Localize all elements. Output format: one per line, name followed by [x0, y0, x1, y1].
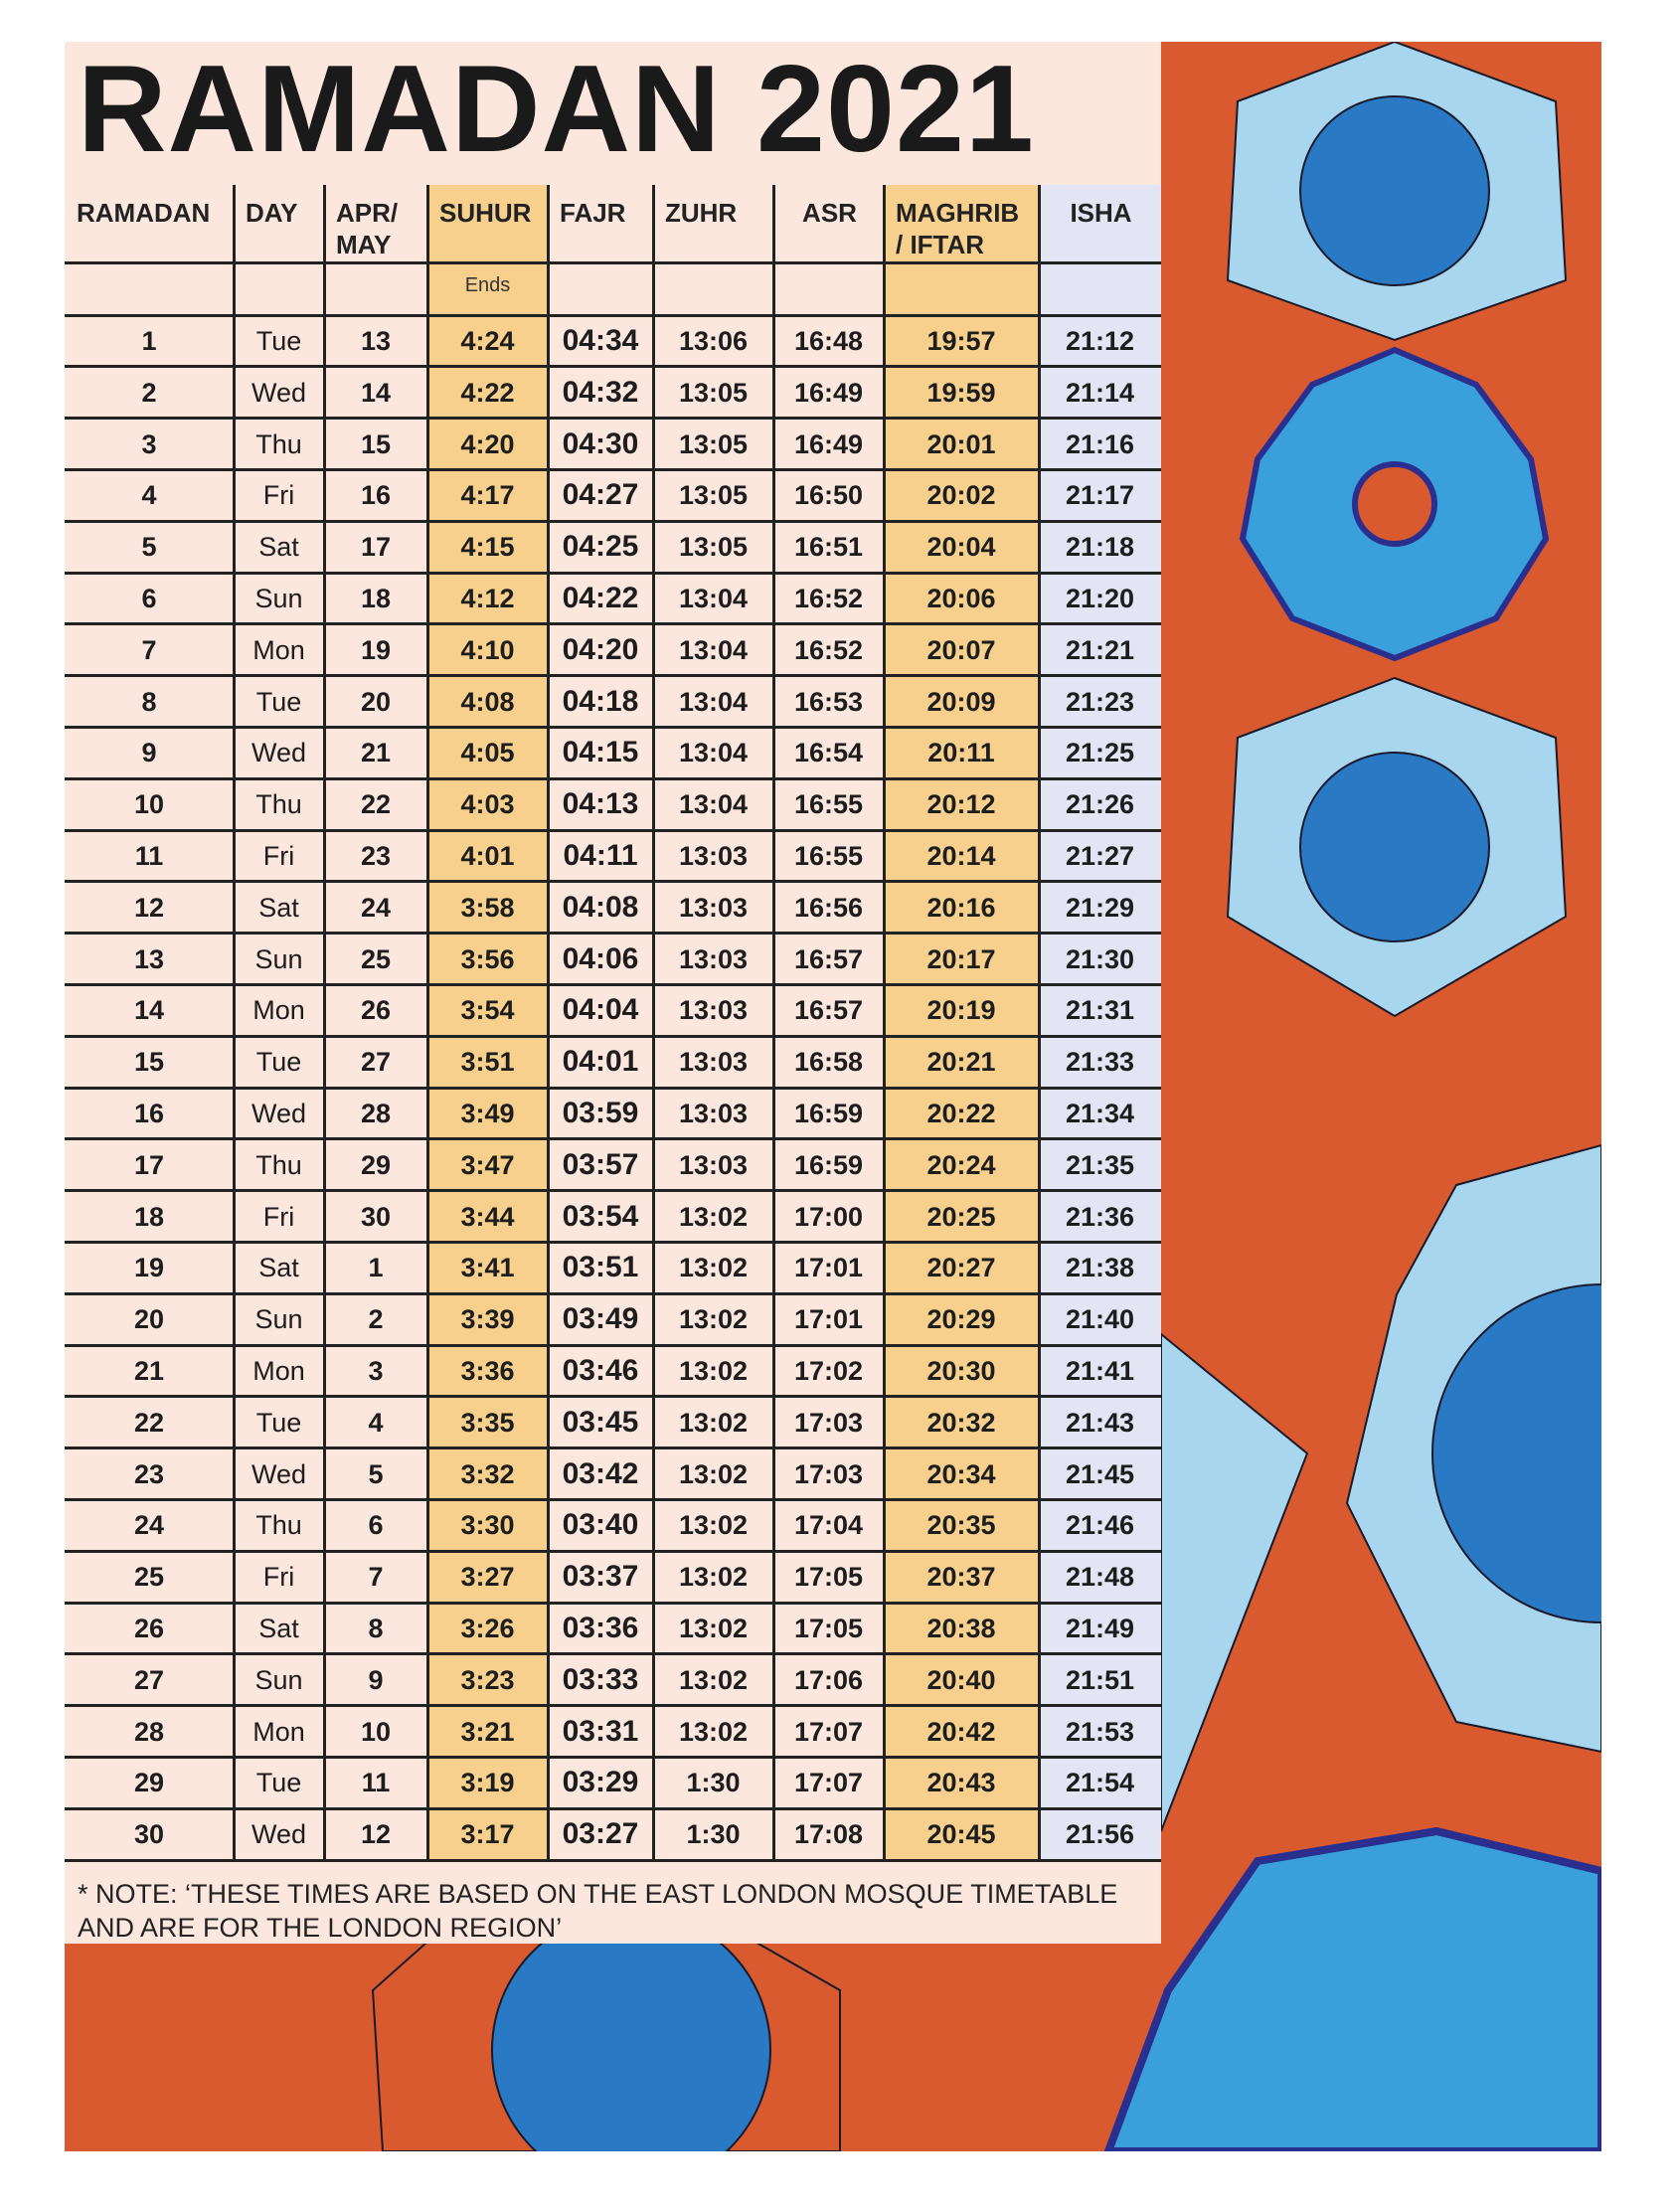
cell-isha: 21:33 [1065, 1047, 1135, 1078]
cell-zuhr: 13:02 [678, 1614, 749, 1643]
cell-weekday: Sun [254, 584, 303, 613]
cell-asr: 17:04 [793, 1510, 864, 1541]
header-zuhr: ZUHR [665, 198, 738, 228]
cell-ramadan-day: 7 [141, 634, 157, 665]
cell-ramadan-day: 27 [133, 1664, 165, 1695]
cell-suhur: 3:27 [460, 1562, 515, 1593]
cell-fajr: 04:08 [562, 890, 639, 924]
page-title: RAMADAN 2021 [78, 41, 1035, 178]
cell-isha: 21:21 [1065, 634, 1135, 665]
cell-weekday: Tue [255, 1407, 302, 1438]
cell-ramadan-day: 1 [141, 326, 157, 356]
cell-date: 16 [360, 480, 392, 511]
cell-date: 1 [368, 1253, 384, 1283]
cell-maghrib: 20:25 [926, 1201, 996, 1232]
cell-ramadan-day: 23 [133, 1458, 165, 1489]
cell-date: 20 [360, 686, 392, 717]
cell-weekday: Mon [252, 1716, 305, 1747]
header-asr: ASR [802, 198, 857, 228]
cell-suhur: 3:26 [460, 1614, 515, 1643]
cell-asr: 17:01 [793, 1253, 864, 1283]
cell-weekday: Mon [252, 1356, 305, 1386]
cell-weekday: Tue [255, 686, 302, 717]
cell-isha: 21:43 [1065, 1407, 1135, 1438]
cell-fajr: 03:57 [562, 1147, 639, 1181]
cell-date: 9 [368, 1664, 384, 1695]
cell-asr: 17:06 [793, 1664, 864, 1695]
cell-ramadan-day: 18 [133, 1201, 165, 1232]
cell-maghrib: 20:09 [926, 686, 996, 717]
cell-asr: 16:55 [793, 789, 864, 820]
cell-fajr: 03:33 [562, 1662, 639, 1696]
cell-ramadan-day: 16 [133, 1099, 165, 1128]
cell-ramadan-day: 24 [133, 1510, 165, 1541]
cell-isha: 21:48 [1065, 1562, 1135, 1593]
cell-zuhr: 13:03 [678, 995, 749, 1026]
cell-asr: 17:07 [793, 1768, 864, 1798]
cell-fajr: 03:51 [562, 1251, 639, 1284]
cell-weekday: Mon [252, 634, 305, 665]
cell-ramadan-day: 15 [133, 1047, 165, 1078]
cell-ramadan-day: 11 [134, 841, 164, 871]
cell-maghrib: 20:45 [926, 1819, 996, 1850]
cell-isha: 21:40 [1065, 1304, 1135, 1335]
cell-ramadan-day: 20 [133, 1304, 165, 1335]
cell-weekday: Sat [258, 1614, 299, 1643]
cell-zuhr: 13:02 [678, 1510, 749, 1541]
cell-suhur: 4:01 [460, 841, 515, 871]
cell-ramadan-day: 4 [141, 480, 157, 511]
cell-fajr: 04:01 [562, 1045, 639, 1079]
cell-weekday: Wed [251, 377, 307, 408]
cell-asr: 16:54 [793, 738, 864, 768]
cell-fajr: 04:32 [562, 375, 639, 409]
rosette-bottom-left [373, 1911, 840, 2151]
cell-weekday: Wed [251, 1458, 307, 1489]
cell-zuhr: 13:02 [678, 1458, 749, 1489]
cell-maghrib: 20:38 [926, 1614, 996, 1643]
cell-isha: 21:34 [1065, 1099, 1135, 1128]
cell-zuhr: 1:30 [686, 1768, 741, 1798]
cell-isha: 21:17 [1065, 480, 1135, 511]
cell-maghrib: 20:40 [926, 1664, 996, 1695]
cell-zuhr: 13:02 [678, 1562, 749, 1593]
cell-date: 30 [360, 1201, 392, 1232]
cell-asr: 16:58 [793, 1047, 864, 1078]
cell-isha: 21:12 [1065, 326, 1135, 356]
cell-zuhr: 1:30 [686, 1819, 741, 1850]
cell-weekday: Mon [252, 995, 305, 1026]
cell-ramadan-day: 28 [133, 1716, 165, 1747]
cell-asr: 16:52 [793, 634, 864, 665]
cell-weekday: Tue [255, 1047, 302, 1078]
cell-fajr: 03:27 [562, 1817, 639, 1851]
cell-asr: 16:52 [793, 584, 864, 613]
cell-maghrib: 20:37 [926, 1562, 996, 1593]
cell-date: 23 [360, 841, 392, 871]
cell-fajr: 03:59 [562, 1097, 639, 1129]
cell-weekday: Fri [262, 480, 295, 511]
cell-suhur: 3:32 [460, 1458, 515, 1489]
cell-date: 15 [360, 428, 392, 459]
cell-weekday: Sat [258, 532, 299, 563]
cell-ramadan-day: 29 [133, 1768, 165, 1798]
cell-suhur: 4:22 [460, 377, 515, 408]
cell-weekday: Thu [255, 1510, 302, 1541]
cell-zuhr: 13:04 [678, 789, 749, 820]
cell-isha: 21:16 [1065, 428, 1135, 459]
cell-fajr: 04:18 [562, 684, 639, 718]
cell-maghrib: 20:30 [926, 1356, 996, 1386]
cell-fajr: 04:22 [562, 582, 639, 614]
cell-fajr: 04:30 [562, 426, 639, 460]
cell-weekday: Wed [251, 738, 307, 768]
cell-date: 5 [368, 1458, 384, 1489]
cell-asr: 17:07 [793, 1716, 864, 1747]
cell-fajr: 04:20 [562, 632, 639, 666]
cell-asr: 16:49 [793, 377, 864, 408]
cell-asr: 16:56 [793, 892, 864, 923]
cell-weekday: Thu [255, 428, 302, 459]
cell-date: 21 [360, 738, 392, 768]
header-date: APR/ MAY [336, 198, 399, 259]
cell-maghrib: 19:59 [926, 377, 996, 408]
cell-suhur: 3:47 [460, 1149, 515, 1180]
cell-date: 29 [360, 1149, 392, 1180]
cell-maghrib: 20:32 [926, 1407, 996, 1438]
cell-isha: 21:54 [1065, 1768, 1135, 1798]
cell-zuhr: 13:03 [678, 1047, 749, 1078]
cell-ramadan-day: 25 [133, 1562, 165, 1593]
cell-ramadan-day: 14 [133, 995, 165, 1026]
cell-suhur: 4:05 [460, 738, 515, 768]
cell-asr: 17:05 [793, 1562, 864, 1593]
cell-suhur: 4:15 [460, 532, 515, 563]
cell-maghrib: 20:43 [926, 1768, 996, 1798]
cell-date: 11 [361, 1768, 391, 1798]
cell-weekday: Sat [258, 1253, 299, 1283]
cell-ramadan-day: 9 [141, 738, 157, 768]
cell-maghrib: 20:17 [926, 943, 996, 974]
cell-maghrib: 20:11 [927, 738, 995, 768]
cell-zuhr: 13:04 [678, 738, 749, 768]
cell-ramadan-day: 10 [133, 789, 165, 820]
cell-suhur: 3:44 [460, 1201, 515, 1232]
header-maghrib: MAGHRIB / IFTAR [896, 198, 1020, 259]
cell-fajr: 03:36 [562, 1612, 639, 1644]
cell-asr: 16:50 [793, 480, 864, 511]
cell-weekday: Sat [258, 892, 299, 923]
cell-asr: 17:01 [793, 1304, 864, 1335]
cell-date: 14 [360, 377, 392, 408]
cell-date: 4 [368, 1407, 384, 1438]
header-fajr: FAJR [560, 198, 626, 228]
cell-suhur: 3:23 [460, 1664, 515, 1695]
cell-zuhr: 13:02 [678, 1201, 749, 1232]
cell-maghrib: 20:42 [926, 1716, 996, 1747]
cell-suhur: 3:51 [460, 1047, 515, 1078]
cell-zuhr: 13:03 [678, 1149, 749, 1180]
cell-zuhr: 13:03 [678, 892, 749, 923]
cell-isha: 21:25 [1065, 738, 1135, 768]
cell-zuhr: 13:04 [678, 634, 749, 665]
cell-zuhr: 13:03 [678, 1099, 749, 1128]
cell-zuhr: 13:02 [678, 1253, 749, 1283]
header-weekday: DAY [246, 198, 298, 228]
cell-maghrib: 20:02 [926, 480, 996, 511]
cell-asr: 16:51 [793, 532, 864, 563]
header-isha: ISHA [1070, 198, 1132, 228]
cell-maghrib: 20:29 [926, 1304, 996, 1335]
cell-ramadan-day: 30 [133, 1819, 165, 1850]
cell-maghrib: 20:01 [926, 428, 996, 459]
cell-isha: 21:20 [1065, 584, 1135, 613]
cell-fajr: 04:04 [562, 993, 639, 1027]
cell-maghrib: 20:14 [926, 841, 996, 871]
cell-zuhr: 13:05 [678, 480, 749, 511]
cell-asr: 16:57 [793, 943, 864, 974]
cell-maghrib: 20:27 [926, 1253, 996, 1283]
cell-date: 19 [360, 634, 392, 665]
cell-date: 10 [360, 1716, 392, 1747]
cell-fajr: 03:29 [562, 1766, 639, 1799]
row-divider [65, 261, 1161, 264]
cell-zuhr: 13:05 [678, 377, 749, 408]
cell-maghrib: 20:04 [926, 532, 996, 563]
cell-isha: 21:38 [1065, 1253, 1135, 1283]
cell-maghrib: 20:24 [926, 1149, 996, 1180]
cell-asr: 16:53 [793, 686, 864, 717]
cell-suhur: 3:54 [460, 995, 515, 1026]
cell-zuhr: 13:02 [678, 1716, 749, 1747]
cell-maghrib: 20:21 [926, 1047, 996, 1078]
cell-isha: 21:46 [1065, 1510, 1135, 1541]
cell-isha: 21:26 [1065, 789, 1135, 820]
cell-fajr: 04:27 [562, 478, 639, 512]
cell-suhur: 4:20 [460, 428, 515, 459]
cell-suhur: 3:49 [460, 1099, 515, 1128]
cell-asr: 17:08 [793, 1819, 864, 1850]
cell-suhur: 4:10 [460, 634, 515, 665]
cell-weekday: Tue [255, 326, 302, 356]
cell-isha: 21:45 [1065, 1458, 1135, 1489]
cell-date: 27 [360, 1047, 392, 1078]
cell-weekday: Sun [254, 1304, 303, 1335]
cell-suhur: 4:12 [460, 584, 515, 613]
suhur-ends-label: Ends [464, 274, 511, 296]
cell-fajr: 03:54 [562, 1199, 639, 1233]
cell-date: 22 [360, 789, 392, 820]
cell-asr: 16:59 [793, 1149, 864, 1180]
cell-suhur: 3:56 [460, 943, 515, 974]
cell-weekday: Fri [262, 1201, 295, 1232]
cell-isha: 21:41 [1065, 1356, 1135, 1386]
cell-fajr: 04:06 [562, 941, 639, 975]
cell-maghrib: 19:57 [926, 326, 996, 356]
cell-suhur: 3:41 [460, 1253, 515, 1283]
cell-fajr: 03:31 [562, 1714, 639, 1748]
cell-suhur: 4:24 [460, 326, 515, 356]
cell-ramadan-day: 3 [141, 428, 157, 459]
cell-fajr: 04:15 [562, 736, 639, 769]
cell-zuhr: 13:02 [678, 1664, 749, 1695]
cell-zuhr: 13:03 [678, 841, 749, 871]
cell-suhur: 3:39 [460, 1304, 515, 1335]
cell-suhur: 3:17 [460, 1819, 515, 1850]
cell-asr: 17:05 [793, 1614, 864, 1643]
cell-date: 25 [360, 943, 392, 974]
cell-fajr: 03:42 [562, 1456, 639, 1490]
cell-weekday: Sun [254, 1664, 303, 1695]
cell-weekday: Thu [255, 1149, 302, 1180]
cell-suhur: 3:58 [460, 892, 515, 923]
cell-weekday: Thu [255, 789, 302, 820]
cell-weekday: Tue [255, 1768, 302, 1798]
rosette-bottom-right [1108, 1831, 1601, 2151]
cell-date: 17 [360, 532, 392, 563]
cell-maghrib: 20:06 [926, 584, 996, 613]
cell-asr: 16:48 [793, 326, 864, 356]
cell-date: 2 [368, 1304, 384, 1335]
cell-fajr: 04:34 [562, 324, 639, 357]
cell-ramadan-day: 21 [133, 1356, 165, 1386]
cell-zuhr: 13:05 [678, 428, 749, 459]
cell-suhur: 3:36 [460, 1356, 515, 1386]
prayer-timetable [65, 185, 1161, 1860]
cell-asr: 16:57 [793, 995, 864, 1026]
cell-fajr: 03:45 [562, 1405, 639, 1439]
cell-suhur: 4:08 [460, 686, 515, 717]
cell-fajr: 03:37 [562, 1560, 639, 1594]
cell-date: 12 [360, 1819, 392, 1850]
cell-fajr: 04:13 [562, 787, 639, 821]
cell-date: 26 [360, 995, 392, 1026]
cell-weekday: Wed [251, 1099, 307, 1128]
cell-zuhr: 13:06 [678, 326, 749, 356]
cell-ramadan-day: 22 [133, 1407, 165, 1438]
cell-ramadan-day: 26 [133, 1614, 165, 1643]
cell-asr: 17:03 [793, 1407, 864, 1438]
cell-weekday: Fri [262, 1562, 295, 1593]
cell-suhur: 4:17 [460, 480, 515, 511]
header-suhur: SUHUR [439, 198, 532, 228]
cell-suhur: 4:03 [460, 789, 515, 820]
cell-isha: 21:14 [1065, 377, 1135, 408]
cell-maghrib: 20:22 [926, 1099, 996, 1128]
cell-suhur: 3:21 [460, 1716, 515, 1747]
cell-maghrib: 20:35 [926, 1510, 996, 1541]
cell-asr: 16:49 [793, 428, 864, 459]
cell-maghrib: 20:07 [926, 634, 996, 665]
cell-suhur: 3:30 [460, 1510, 515, 1541]
cell-isha: 21:23 [1065, 686, 1135, 717]
star-rosette [1243, 350, 1546, 658]
cell-date: 3 [368, 1356, 384, 1386]
cell-ramadan-day: 12 [133, 892, 165, 923]
cell-isha: 21:29 [1065, 892, 1135, 923]
cell-zuhr: 13:04 [678, 686, 749, 717]
cell-date: 13 [360, 326, 392, 356]
cell-suhur: 3:35 [460, 1407, 515, 1438]
cell-isha: 21:36 [1065, 1201, 1135, 1232]
cell-zuhr: 13:02 [678, 1356, 749, 1386]
cell-maghrib: 20:19 [926, 995, 996, 1026]
cell-isha: 21:18 [1065, 532, 1135, 563]
cell-zuhr: 13:05 [678, 532, 749, 563]
cell-zuhr: 13:04 [678, 584, 749, 613]
cell-isha: 21:51 [1065, 1664, 1135, 1695]
cell-asr: 17:03 [793, 1458, 864, 1489]
cell-isha: 21:27 [1065, 841, 1135, 871]
cell-date: 7 [368, 1562, 384, 1593]
rosette-top [1228, 42, 1566, 340]
cell-ramadan-day: 8 [141, 686, 157, 717]
cell-maghrib: 20:12 [926, 789, 996, 820]
cell-date: 18 [360, 584, 392, 613]
cell-date: 28 [360, 1099, 392, 1128]
cell-weekday: Fri [262, 841, 295, 871]
cell-asr: 17:00 [793, 1201, 864, 1232]
cell-ramadan-day: 5 [141, 532, 157, 563]
cell-fajr: 04:25 [562, 530, 639, 564]
cell-isha: 21:53 [1065, 1716, 1135, 1747]
cell-ramadan-day: 17 [133, 1149, 165, 1180]
cell-weekday: Sun [254, 943, 303, 974]
cell-date: 24 [360, 892, 392, 923]
cell-zuhr: 13:03 [678, 943, 749, 974]
cell-asr: 16:55 [793, 841, 864, 871]
header-ramadan-day: RAMADAN [77, 198, 211, 228]
cell-fajr: 03:46 [562, 1354, 639, 1387]
cell-asr: 16:59 [793, 1099, 864, 1128]
cell-maghrib: 20:16 [926, 892, 996, 923]
cell-ramadan-day: 6 [141, 584, 157, 613]
cell-fajr: 03:40 [562, 1508, 639, 1542]
cell-zuhr: 13:02 [678, 1304, 749, 1335]
cell-isha: 21:56 [1065, 1819, 1135, 1850]
cell-isha: 21:49 [1065, 1614, 1135, 1643]
cell-ramadan-day: 2 [141, 377, 157, 408]
cell-isha: 21:30 [1065, 943, 1135, 974]
cell-ramadan-day: 13 [133, 943, 165, 974]
cell-isha: 21:31 [1065, 995, 1135, 1026]
cell-maghrib: 20:34 [926, 1458, 996, 1489]
cell-ramadan-day: 19 [133, 1253, 165, 1283]
cell-fajr: 03:49 [562, 1302, 639, 1336]
footnote: * NOTE: ‘THESE TIMES ARE BASED ON THE EAST LONDON MOSQUE TIMETABLE AND ARE FOR THE LONDON REGION’ [78, 1879, 1118, 1943]
cell-asr: 17:02 [793, 1356, 864, 1386]
rosette-lower [1161, 1145, 1601, 1831]
cell-weekday: Wed [251, 1819, 307, 1850]
cell-date: 8 [368, 1614, 384, 1643]
rosette-middle [1228, 678, 1566, 1016]
cell-zuhr: 13:02 [678, 1407, 749, 1438]
cell-date: 6 [368, 1510, 384, 1541]
cell-isha: 21:35 [1065, 1149, 1135, 1180]
cell-fajr: 04:11 [563, 839, 638, 872]
cell-suhur: 3:19 [460, 1768, 515, 1798]
